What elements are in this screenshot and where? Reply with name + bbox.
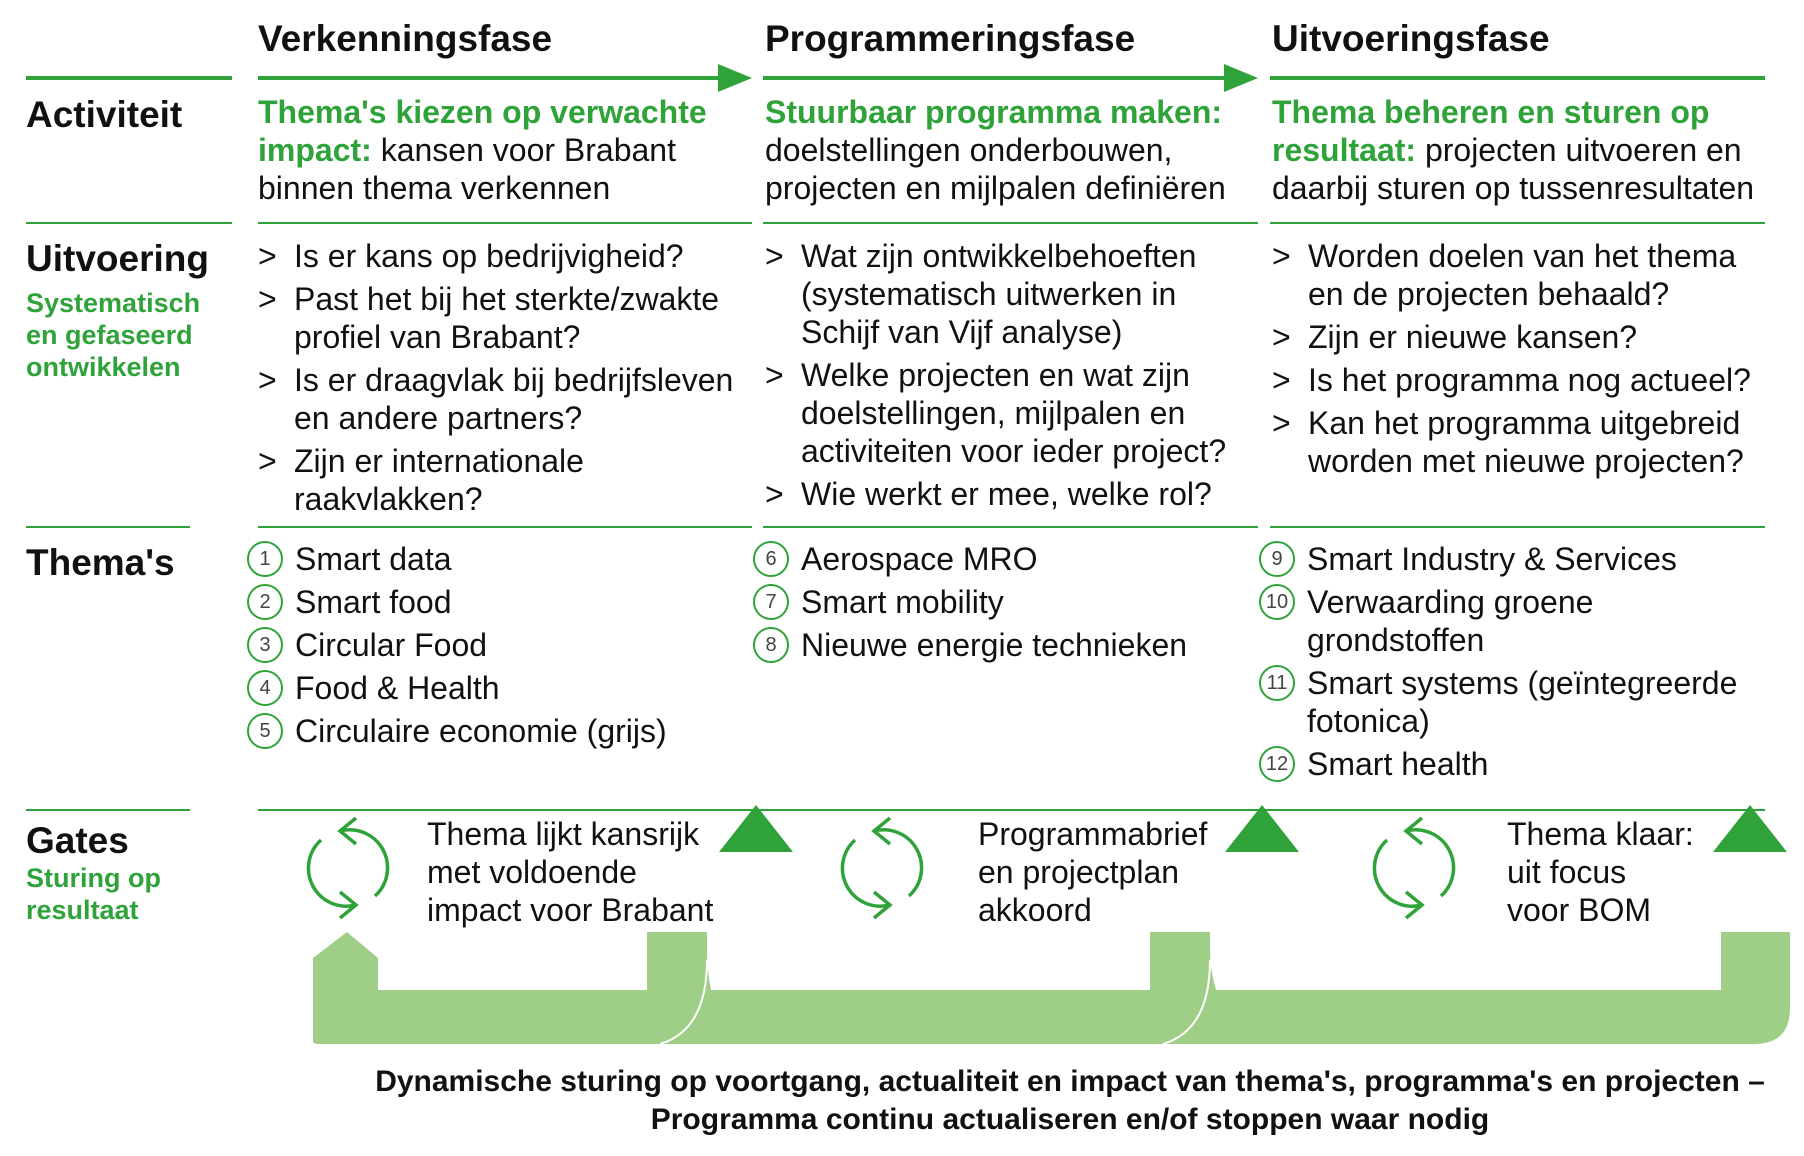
question-item: > Wat zijn ontwikkelbehoeften (systematisch uitwerken in Schijf van Vijf analyse) bbox=[765, 237, 1257, 351]
gate-triangle-2 bbox=[1225, 805, 1299, 852]
activity-programmering bbox=[765, 93, 1260, 207]
activity-text: kansen voor Brabant binnen thema verkennen bbox=[258, 132, 676, 206]
question-item: > Kan het programma uitgebreid worden met nieuwe projecten? bbox=[1272, 404, 1772, 480]
theme-number: 12 bbox=[1259, 746, 1295, 782]
row-title-activiteit: Activiteit bbox=[26, 94, 183, 135]
theme-item bbox=[753, 626, 1253, 664]
row-title-uitvoering: Uitvoering bbox=[26, 238, 209, 279]
themes-verkenning bbox=[247, 540, 757, 755]
theme-number: 9 bbox=[1259, 541, 1295, 577]
theme-label: Verwaarding groene grondstoffen bbox=[1307, 584, 1594, 658]
theme-item bbox=[1259, 583, 1779, 659]
theme-item bbox=[247, 712, 757, 750]
activity-uitvoering bbox=[1272, 93, 1772, 207]
theme-item bbox=[1259, 664, 1779, 740]
theme-number: 3 bbox=[247, 627, 283, 663]
theme-item bbox=[247, 669, 757, 707]
questions-uitvoering bbox=[1272, 237, 1772, 485]
theme-number: 8 bbox=[753, 627, 789, 663]
row-subtitle-gates: Sturing op resultaat bbox=[26, 863, 161, 925]
activity-highlight: Stuurbaar programma maken: bbox=[765, 94, 1223, 130]
theme-number: 1 bbox=[247, 541, 283, 577]
activity-highlight: Thema's kiezen op verwachte impact: bbox=[258, 94, 707, 168]
activity-highlight: Thema beheren en sturen op resultaat: bbox=[1272, 94, 1710, 168]
theme-label: Smart Industry & Services bbox=[1307, 541, 1677, 577]
theme-label: Smart mobility bbox=[801, 584, 1004, 620]
gate-text-3: Thema klaar: uit focus voor BOM bbox=[1507, 816, 1694, 928]
row-title-gates: Gates bbox=[26, 820, 129, 861]
activity-text: doelstellingen onderbouwen, projecten en mijlpalen definiëren bbox=[765, 132, 1226, 206]
gate-triangle-1 bbox=[719, 805, 793, 852]
question-item: > Welke projecten en wat zijn doelstellingen, mijlpalen en activiteiten voor ieder project? bbox=[765, 356, 1257, 470]
phase-arrow-head-2 bbox=[1224, 64, 1258, 92]
theme-item bbox=[753, 583, 1253, 621]
phase-title-programmering: Programmeringsfase bbox=[765, 18, 1136, 59]
questions-verkenning bbox=[258, 237, 758, 523]
footer-caption: Dynamische sturing op voortgang, actualiteit en impact van thema's, programma's en projecten – Programma continu actualiseren en/of stoppen waar nodig bbox=[375, 1065, 1765, 1136]
theme-label: Smart data bbox=[295, 541, 452, 577]
theme-label: Nieuwe energie technieken bbox=[801, 627, 1188, 663]
cycle-icon-3 bbox=[1374, 818, 1453, 918]
theme-item bbox=[753, 540, 1253, 578]
theme-number: 6 bbox=[753, 541, 789, 577]
question-item: > Worden doelen van het thema en de projecten behaald? bbox=[1272, 237, 1772, 313]
theme-number: 5 bbox=[247, 713, 283, 749]
gate-text-1: Thema lijkt kansrijk met voldoende impact voor Brabant bbox=[427, 816, 714, 928]
cycle-icon-1 bbox=[308, 818, 387, 918]
theme-label: Smart food bbox=[295, 584, 452, 620]
question-item: > Is het programma nog actueel? bbox=[1272, 361, 1772, 399]
themes-programmering bbox=[753, 540, 1253, 669]
theme-item bbox=[247, 540, 757, 578]
theme-item bbox=[1259, 745, 1779, 783]
question-item: > Past het bij het sterkte/zwakte profiel van Brabant? bbox=[258, 280, 758, 356]
theme-label: Circulaire economie (grijs) bbox=[295, 713, 667, 749]
row-subtitle-uitvoering: Systematisch en gefaseerd ontwikkelen bbox=[26, 288, 201, 382]
theme-label: Food & Health bbox=[295, 670, 500, 706]
phase-title-verkenning: Verkenningsfase bbox=[258, 18, 553, 59]
themes-uitvoering bbox=[1259, 540, 1779, 788]
theme-number: 10 bbox=[1259, 584, 1295, 620]
theme-item bbox=[1259, 540, 1779, 578]
theme-number: 11 bbox=[1259, 665, 1295, 701]
cycle-icon-2 bbox=[842, 818, 921, 918]
question-item: > Is er kans op bedrijvigheid? bbox=[258, 237, 758, 275]
activity-verkenning bbox=[258, 93, 748, 207]
theme-label: Smart systems (geïntegreerde fotonica) bbox=[1307, 665, 1738, 739]
feedback-loop-band bbox=[313, 932, 1790, 1044]
questions-programmering bbox=[765, 237, 1257, 518]
gate-triangle-3 bbox=[1713, 805, 1787, 852]
phase-arrow-head-1 bbox=[718, 64, 752, 92]
question-item: > Zijn er internationale raakvlakken? bbox=[258, 442, 758, 518]
gate-text-2: Programmabrief en projectplan akkoord bbox=[978, 816, 1208, 928]
theme-item bbox=[247, 626, 757, 664]
theme-number: 7 bbox=[753, 584, 789, 620]
theme-label: Aerospace MRO bbox=[801, 541, 1038, 577]
question-item: > Zijn er nieuwe kansen? bbox=[1272, 318, 1772, 356]
theme-item bbox=[247, 583, 757, 621]
theme-label: Circular Food bbox=[295, 627, 488, 663]
question-item: > Is er draagvlak bij bedrijfsleven en andere partners? bbox=[258, 361, 758, 437]
theme-number: 2 bbox=[247, 584, 283, 620]
theme-number: 4 bbox=[247, 670, 283, 706]
theme-label: Smart health bbox=[1307, 746, 1489, 782]
activity-text: projecten uitvoeren en daarbij sturen op tussenresultaten bbox=[1272, 132, 1755, 206]
phase-title-uitvoering: Uitvoeringsfase bbox=[1272, 18, 1550, 59]
row-title-themas: Thema's bbox=[26, 542, 175, 583]
question-item: > Wie werkt er mee, welke rol? bbox=[765, 475, 1257, 513]
